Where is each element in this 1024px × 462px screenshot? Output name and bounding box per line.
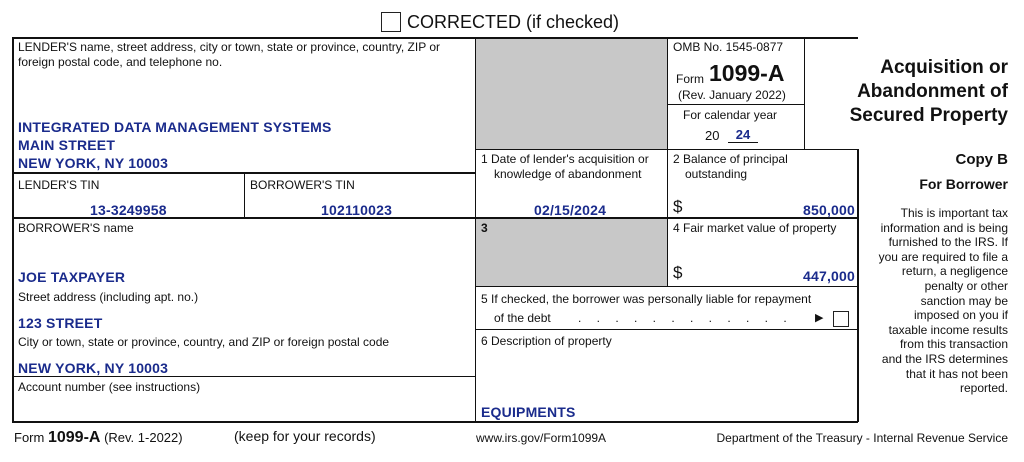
form-word: Form bbox=[676, 72, 704, 86]
footer-form-id bbox=[14, 429, 183, 447]
box2-principal-balance[interactable]: 850,000 bbox=[802, 202, 855, 218]
copy-notice-line: return, a negligence bbox=[901, 264, 1008, 279]
calendar-year-suffix[interactable]: 24 bbox=[728, 127, 758, 143]
footer-form-number: 1099-A bbox=[47, 429, 101, 446]
box4-currency: $ bbox=[673, 263, 683, 282]
borrower-name[interactable]: JOE TAXPAYER bbox=[18, 269, 126, 285]
borrower-tin-label: BORROWER'S TIN bbox=[250, 178, 355, 192]
row-box1-top bbox=[475, 149, 858, 150]
form-title bbox=[808, 56, 1008, 128]
rev-divider bbox=[667, 104, 804, 105]
form-left-border bbox=[12, 37, 14, 422]
lender-city[interactable]: NEW YORK, NY 10003 bbox=[18, 155, 169, 171]
copy-notice-line: reported. bbox=[959, 381, 1008, 396]
col-divider-1 bbox=[475, 37, 476, 422]
lender-name[interactable]: INTEGRATED DATA MANAGEMENT SYSTEMS bbox=[18, 119, 332, 135]
box1-label-line2: knowledge of abandonment bbox=[494, 167, 642, 181]
copy-notice-line: furnished to the IRS. If bbox=[888, 235, 1008, 250]
form-top-border bbox=[12, 37, 858, 39]
copy-notice-line: taxable income results bbox=[888, 322, 1008, 337]
shaded-box-top bbox=[476, 38, 667, 149]
omb-number: OMB No. 1545-0877 bbox=[673, 40, 784, 54]
box4-label: 4 Fair market value of property bbox=[673, 221, 837, 235]
box4-fair-market-value[interactable]: 447,000 bbox=[802, 268, 855, 284]
copy-title: Copy B bbox=[955, 151, 1008, 168]
copy-notice-line: information and is being bbox=[880, 220, 1008, 235]
row-account-top bbox=[12, 376, 476, 377]
copy-notice-line: that it has not been bbox=[905, 366, 1008, 381]
copy-notice-line: and the IRS determines bbox=[881, 351, 1008, 366]
footer-url: www.irs.gov/Form1099A bbox=[476, 431, 607, 445]
box2-label-line2: outstanding bbox=[685, 167, 748, 181]
copy-notice-line: from this transaction bbox=[899, 337, 1008, 352]
shaded-box-3 bbox=[476, 218, 667, 286]
copy-notice-line: This is important tax bbox=[900, 206, 1008, 220]
copy-notice-line: imposed on you if bbox=[913, 308, 1008, 323]
omb-right-border bbox=[804, 37, 805, 150]
form-title-line-2: Abandonment of bbox=[857, 81, 1008, 102]
box5-label-line2: of the debt bbox=[494, 311, 551, 325]
lender-label: LENDER'S name, street address, city or town, state or province, country, ZIP or foreign postal code, and telephone no. bbox=[18, 40, 441, 69]
box2-label-line1: 2 Balance of principal bbox=[673, 152, 788, 166]
borrower-city-label: City or town, state or province, country, and ZIP or foreign postal code bbox=[18, 335, 390, 349]
box5-label-line1: 5 If checked, the borrower was personally liable for repayment bbox=[481, 292, 812, 306]
footer-form-word: Form bbox=[14, 430, 45, 445]
lender-tin-value[interactable]: 13-3249958 bbox=[90, 202, 167, 218]
box6-label: 6 Description of property bbox=[481, 334, 612, 348]
box1-label-line1: 1 Date of lender's acquisition or bbox=[481, 152, 649, 166]
footer-department: Department of the Treasury - Internal Revenue Service bbox=[716, 431, 1008, 445]
box5-liability-checkbox[interactable] bbox=[833, 311, 849, 327]
lender-tin-label: LENDER'S TIN bbox=[18, 178, 100, 192]
row-tin-top bbox=[12, 172, 476, 174]
copy-notice-line: you are required to file a bbox=[878, 249, 1008, 264]
form-number: 1099-A bbox=[709, 60, 785, 86]
calendar-year-label: For calendar year bbox=[683, 108, 778, 122]
box2-currency: $ bbox=[673, 197, 683, 216]
corrected-checkbox[interactable] bbox=[381, 12, 401, 32]
form-title-line-3: Secured Property bbox=[849, 105, 1008, 126]
footer-revision: (Rev. 1-2022) bbox=[104, 430, 183, 445]
form-revision: (Rev. January 2022) bbox=[678, 88, 786, 102]
borrower-tin-value[interactable]: 102110023 bbox=[321, 202, 393, 218]
box5-leader-dots: . . . . . . . . . . . . bbox=[578, 311, 793, 325]
arrow-right-icon: ▶ bbox=[815, 312, 824, 324]
col-divider-2 bbox=[667, 37, 668, 286]
corrected-label: CORRECTED (if checked) bbox=[407, 12, 620, 32]
copy-notice-line: sanction may be bbox=[920, 293, 1008, 308]
account-number-label: Account number (see instructions) bbox=[18, 380, 201, 394]
borrower-city[interactable]: NEW YORK, NY 10003 bbox=[18, 360, 169, 376]
box3-label: 3 bbox=[481, 221, 488, 235]
calendar-year-prefix: 20 bbox=[705, 128, 720, 143]
row-box6-top bbox=[475, 329, 858, 330]
copy-notice bbox=[860, 206, 1008, 396]
form-bottom-border bbox=[12, 421, 858, 423]
form-title-line-1: Acquisition or bbox=[880, 57, 1008, 78]
borrower-street-label: Street address (including apt. no.) bbox=[18, 290, 199, 304]
borrower-name-label: BORROWER'S name bbox=[18, 221, 134, 235]
lender-street[interactable]: MAIN STREET bbox=[18, 137, 116, 153]
box6-property-description[interactable]: EQUIPMENTS bbox=[481, 404, 576, 420]
tin-divider bbox=[244, 173, 245, 218]
row-box5-top bbox=[475, 286, 858, 287]
copy-notice-line: penalty or other bbox=[924, 278, 1008, 293]
footer-keep-note: (keep for your records) bbox=[234, 428, 376, 444]
copy-subtitle: For Borrower bbox=[919, 176, 1008, 192]
box1-acquisition-date[interactable]: 02/15/2024 bbox=[534, 202, 607, 218]
borrower-street[interactable]: 123 STREET bbox=[18, 315, 103, 331]
